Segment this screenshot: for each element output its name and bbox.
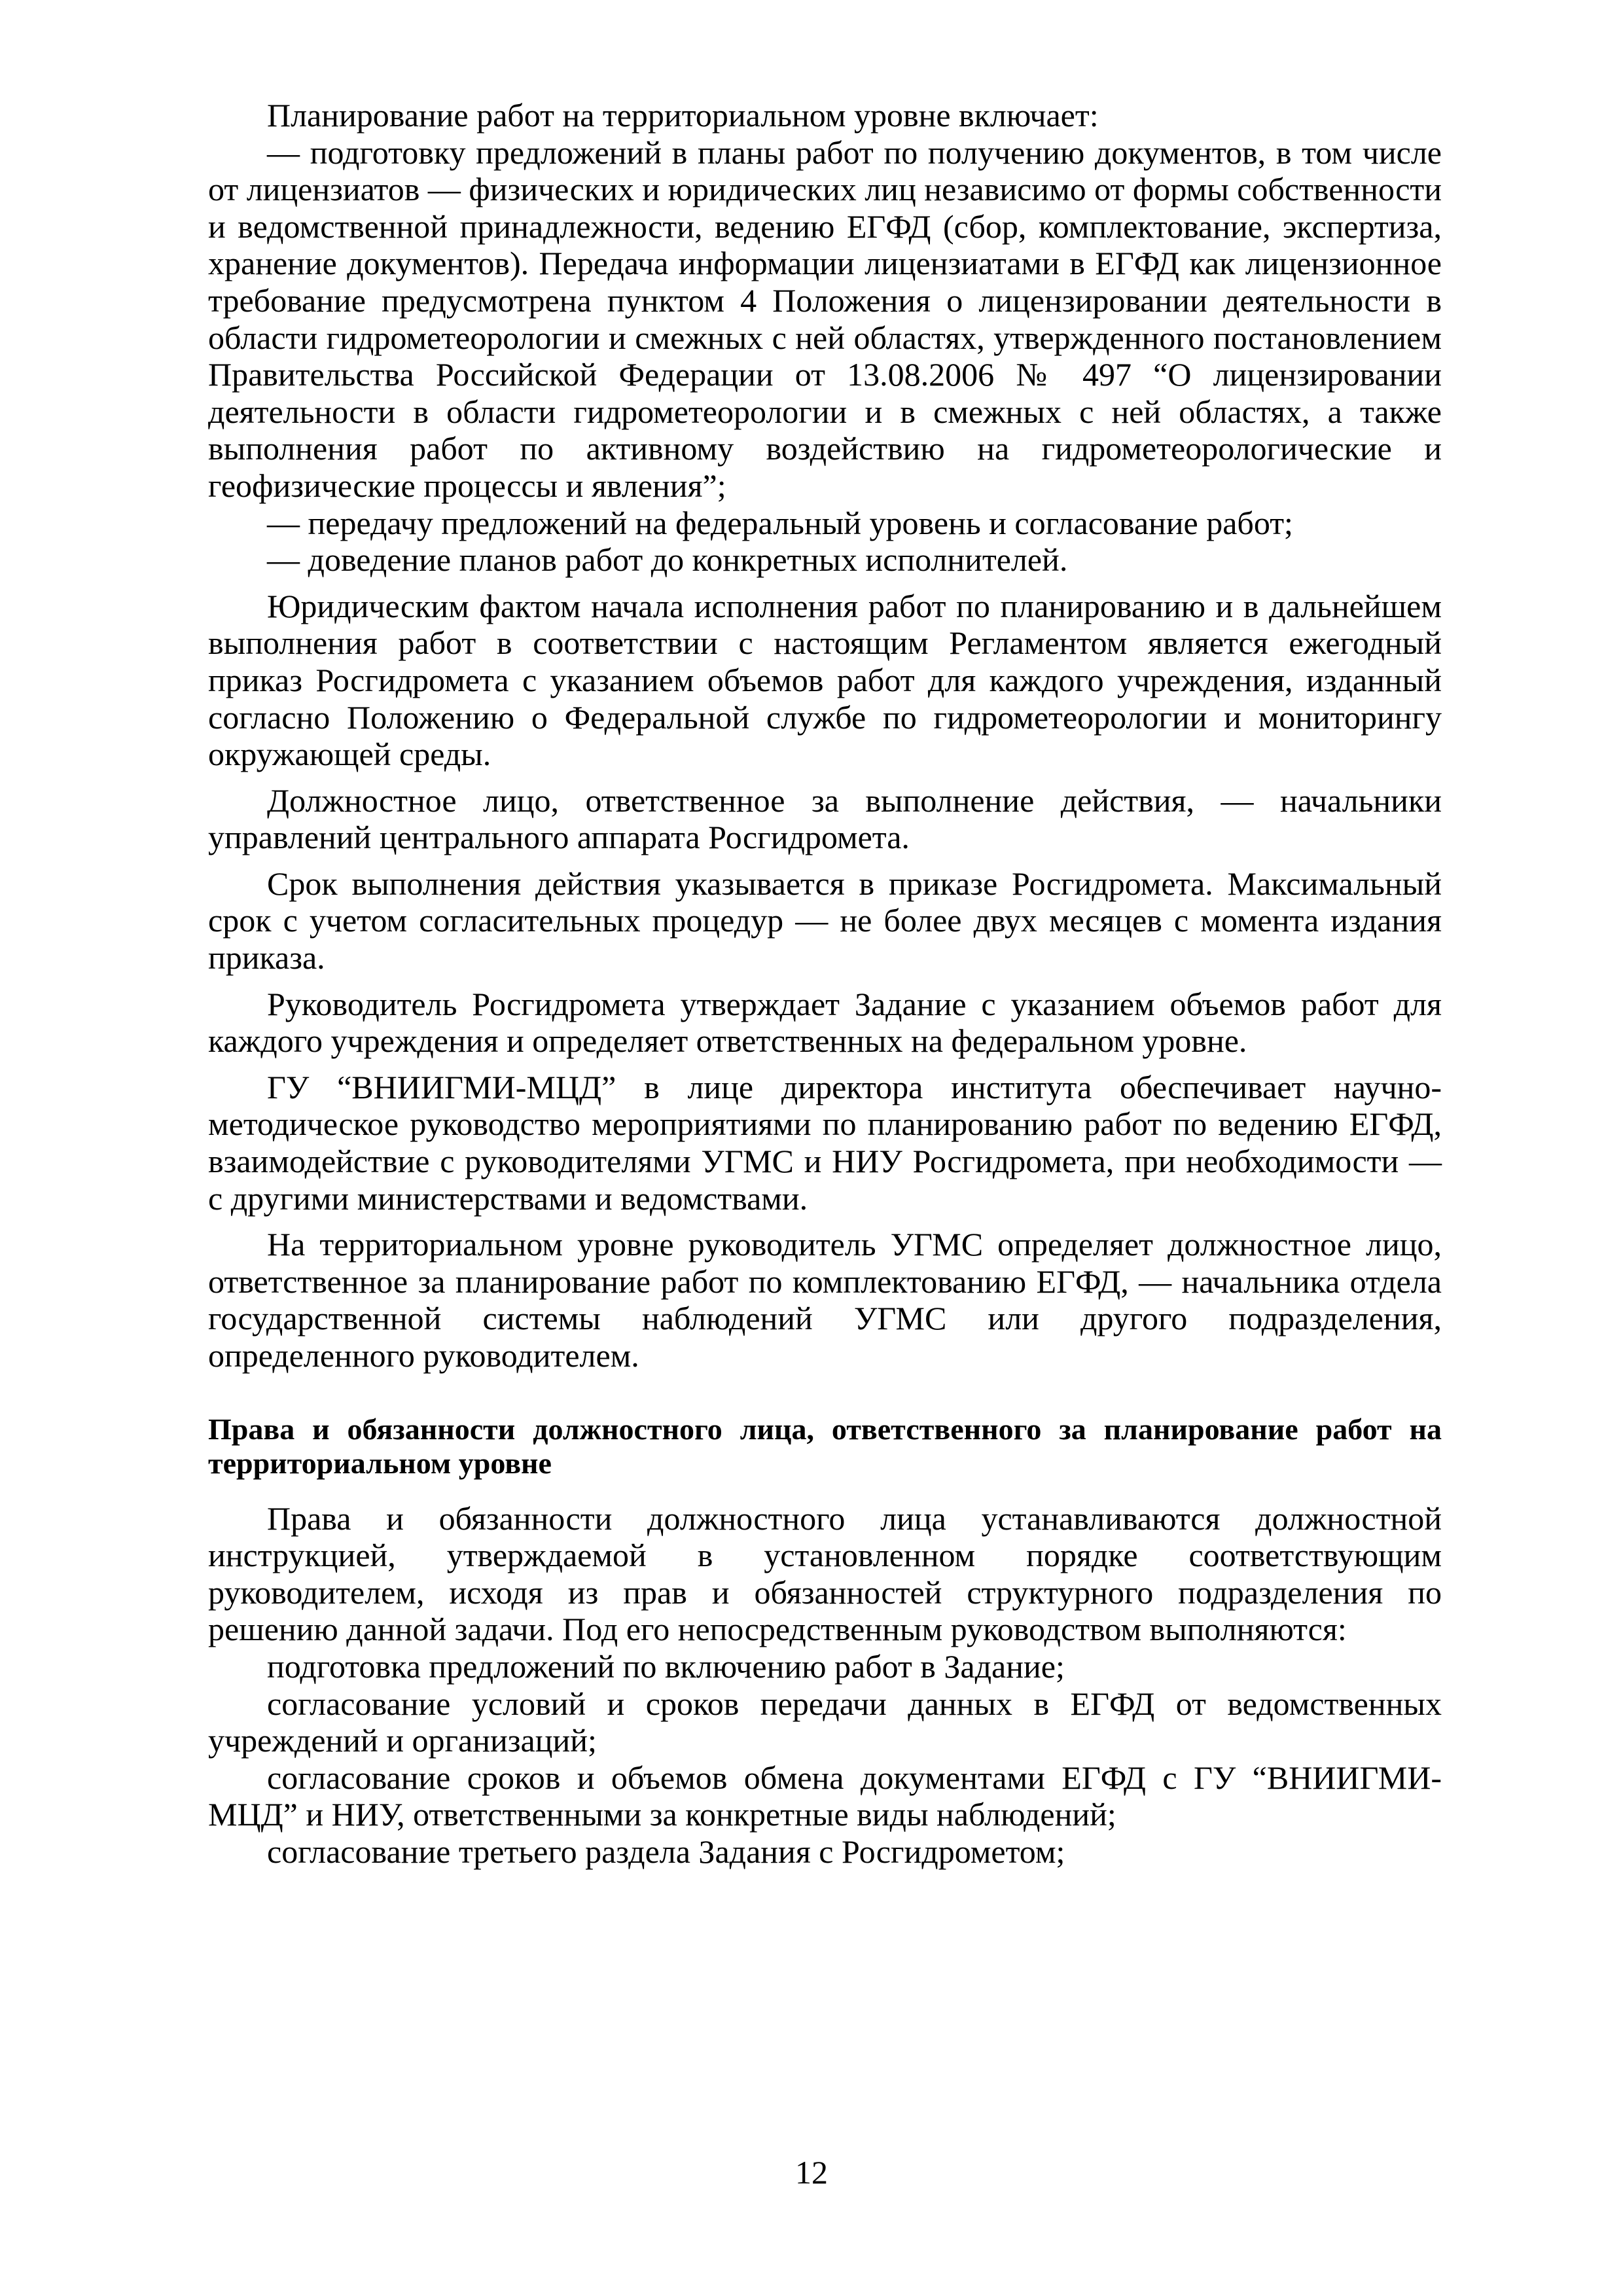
paragraph: — передачу предложений на федеральный уровень и согласование работ;	[267, 504, 1293, 541]
document-page	[208, 97, 1442, 1871]
list-item: согласование условий и сроков передачи данных в ЕГФД от ведомственных учреждений и организаций;	[208, 1685, 1442, 1759]
list-item: согласование третьего раздела Задания с Росгидрометом;	[267, 1833, 1065, 1870]
paragraph: Планирование работ на территориальном уровне включает:	[267, 97, 1099, 134]
paragraph: Юридическим фактом начала исполнения работ по планированию и в дальнейшем выполнения работ в соответствии с настоящим Регламентом является ежегодный приказ Росгидромета с указанием объемов работ для каждого учреждения, изданный согласно Положению о Федеральной службе по гидрометеорологии и мониторингу окружающей среды.	[208, 587, 1442, 773]
section-heading: Права и обязанности должностного лица, ответственного за планирование работ на территориальном уровне	[208, 1412, 1442, 1480]
paragraph: Права и обязанности должностного лица устанавливаются должностной инструкцией, утверждаемой в установленном порядке соответствующим руководителем, исходя из прав и обязанностей структурного подразделения по решению данной задачи. Под его непосредственным руководством выполняются:	[208, 1499, 1442, 1648]
page-number: 12	[795, 2154, 828, 2191]
paragraph: Должностное лицо, ответственное за выполнение действия, — начальники управлений центрального аппарата Росгидромета.	[208, 781, 1442, 856]
paragraph: Руководитель Росгидромета утверждает Задание с указанием объемов работ для каждого учреждения и определяет ответственных на федеральном уровне.	[208, 985, 1442, 1060]
paragraph: — доведение планов работ до конкретных исполнителей.	[267, 541, 1068, 579]
paragraph: — подготовку предложений в планы работ по получению документов, в том числе от лицензиатов — физических и юридических лиц независимо от формы собственности и ведомственной принадлежности, ведению ЕГФД (сбор, комплектование, экспертиза, хранение документов). Передача информации лицензиатами в ЕГФД как лицензионное требование предусмотрена пунктом 4 Положения о лицензировании деятельности в области гидрометеорологии и смежных с ней областях, утвержденного постановлением Правительства Российской Федерации от 13.08.2006 № 497 “О лицензировании деятельности в области гидрометеорологии и в смежных с ней областях, а также выполнения работ по активному воздействию на гидрометеорологические и геофизические процессы и явления”;	[208, 134, 1442, 504]
paragraph: На территориальном уровне руководитель УГМС определяет должностное лицо, ответственное за планирование работ по комплектованию ЕГФД, — начальника отдела государственной системы наблюдений УГМС или другого подразделения, определенного руководителем.	[208, 1226, 1442, 1374]
list-item: согласование сроков и объемов обмена документами ЕГФД с ГУ “ВНИИГМИ-МЦД” и НИУ, ответственными за конкретные виды наблюдений;	[208, 1759, 1442, 1833]
list-item: подготовка предложений по включению работ в Задание;	[267, 1647, 1065, 1685]
paragraph: Срок выполнения действия указывается в приказе Росгидромета. Максимальный срок с учетом согласительных процедур — не более двух месяцев с момента издания приказа.	[208, 865, 1442, 977]
paragraph: ГУ “ВНИИГМИ-МЦД” в лице директора института обеспечивает научно-методическое руководство мероприятиями по планированию работ по ведению ЕГФД, взаимодействие с руководителями УГМС и НИУ Росгидромета, при необходимости — с другими министерствами и ведомствами.	[208, 1068, 1442, 1217]
